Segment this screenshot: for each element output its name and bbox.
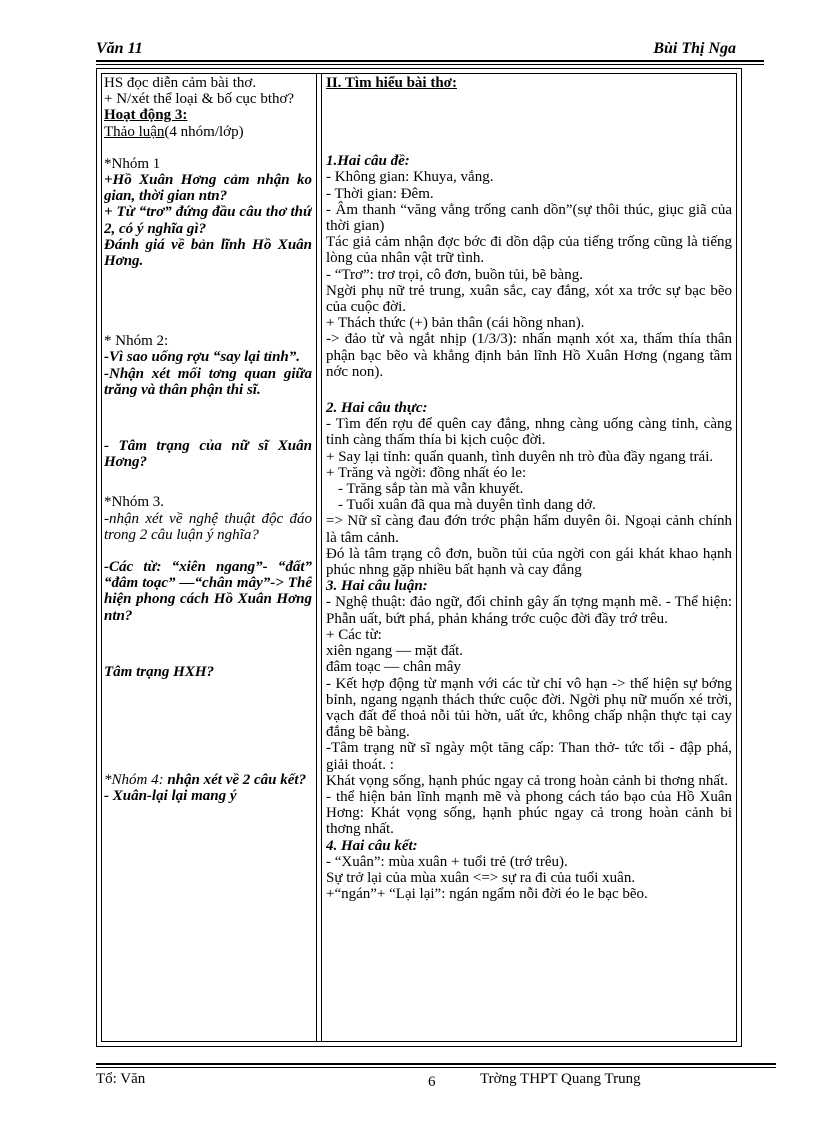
content-line: - Tuổi xuân đã qua mà duyên tình dang dở. bbox=[338, 497, 596, 514]
group-1-question: Đánh giá về bản lĩnh Hồ Xuân Hơng. bbox=[104, 236, 312, 270]
content-line: - Thời gian: Đêm. bbox=[326, 185, 434, 202]
header-rule-thin bbox=[96, 64, 764, 65]
content-line: Ngời phụ nữ trẻ trung, xuân sắc, cay đắng, xót xa trớc sự bạc bẽo của cuộc đời. bbox=[326, 282, 732, 316]
content-line: - thể hiện bản lĩnh mạnh mẽ và phong cách táo bạo của Hồ Xuân Hơng: Khát vọng sống, hạnh phúc ngay cả trong hoàn cảnh bi thơng nhất. bbox=[326, 788, 732, 838]
header-subject: Văn 11 bbox=[96, 40, 143, 57]
column-divider bbox=[316, 73, 322, 1041]
content-line: -Tâm trạng nữ sĩ ngày một tăng cấp: Than thở- tức tối - đập phá, giải thoát. : bbox=[326, 740, 732, 773]
group-3-question: -nhận xét về nghệ thuật độc đáo trong 2 câu luận ý nghĩa? bbox=[104, 510, 312, 543]
content-line: + Say lại tỉnh: quẩn quanh, tình duyên nh trò đùa đầy ngang trái. bbox=[326, 448, 714, 465]
content-line: - Nghệ thuật: đảo ngữ, đối chỉnh gây ấn tợng mạnh mẽ. - Thể hiện: Phẫn uất, bứt phá, phản kháng trớc cuộc đời đầy trớ trêu. bbox=[326, 594, 732, 627]
group-4-question: - Xuân-lại lại mang ý bbox=[104, 788, 237, 805]
content-line: - Âm thanh “văng vẳng trống canh dồn”(sự thôi thúc, giục giã của thời gian) bbox=[326, 201, 732, 235]
footer-rule bbox=[96, 1063, 776, 1065]
activity-heading: Hoạt động 3: bbox=[104, 107, 188, 124]
subsection-heading: 4. Hai câu kết: bbox=[326, 837, 418, 854]
content-line: Khát vọng sống, hạnh phúc ngay cả trong hoàn cảnh bi thơng nhất. bbox=[326, 772, 729, 789]
group-3-question: -Các từ: “xiên ngang”- “đất” “đâm toạc” —“chân mây”-> Thể hiện phong cách Hồ Xuân Hơng ntn? bbox=[104, 559, 312, 624]
content-line: - Kết hợp động từ mạnh với các từ chỉ vô hạn -> thể hiện sự bớng bỉnh, ngang ngạnh thách thức cuộc đời. Ngời phụ nữ muốn xé trời, vạch đất để thoả nỗi tủi hờn, uất ức, không chấp nhận thực tại cay đắng bẽ bàng. bbox=[326, 675, 732, 741]
subsection-heading: 3. Hai câu luận: bbox=[326, 578, 428, 595]
subsection-heading: 1.Hai câu đề: bbox=[326, 153, 410, 170]
content-line: - Tìm đến rợu để quên cay đắng, nhng càng uống càng tỉnh, càng tỉnh càng thấm thía bi kịch cuộc đời. bbox=[326, 416, 732, 449]
content-line: - Trăng sắp tàn mà vẫn khuyết. bbox=[338, 481, 524, 498]
left-line: HS đọc diễn cảm bài thơ. bbox=[104, 75, 257, 91]
group-4-question: *Nhóm 4: nhận xét về 2 câu kết? bbox=[104, 772, 307, 789]
page-number: 6 bbox=[428, 1074, 436, 1090]
group-1-question: +Hồ Xuân Hơng cảm nhận ko gian, thời gian ntn? bbox=[104, 172, 312, 205]
content-line: - “Xuân”: mùa xuân + tuổi trẻ (trớ trêu). bbox=[326, 853, 568, 870]
footer-school: Trờng THPT Quang Trung bbox=[480, 1071, 641, 1087]
group-2-question: -Nhận xét mối tơng quan giữa trăng và thân phận thi sĩ. bbox=[104, 365, 312, 398]
content-line: - Không gian: Khuya, vắng. bbox=[326, 169, 494, 186]
group-2-label: * Nhóm 2: bbox=[104, 333, 169, 350]
subsection-heading: 2. Hai câu thực: bbox=[326, 400, 428, 417]
discussion-label: Thảo luận bbox=[104, 123, 165, 140]
group-3-question: Tâm trạng HXH? bbox=[104, 663, 215, 680]
content-line: + Thách thức (+) bản thân (cái hồng nhan). bbox=[326, 315, 585, 332]
content-line: + Trăng và ngời: đồng nhất éo le: bbox=[326, 464, 527, 481]
group-3-label: *Nhóm 3. bbox=[104, 494, 164, 511]
header-author: Bùi Thị Nga bbox=[653, 40, 736, 57]
group-2-question: - Tâm trạng của nữ sĩ Xuân Hơng? bbox=[104, 438, 312, 471]
content-line: +“ngán”+ “Lại lại”: ngán ngẩm nỗi đời éo le bạc bẽo. bbox=[326, 886, 648, 903]
activities-column bbox=[104, 75, 312, 1039]
content-line: + Các từ: bbox=[326, 626, 382, 643]
group-2-question: -Vì sao uống rợu “say lại tỉnh”. bbox=[104, 349, 301, 366]
left-line: + N/xét thể loại & bố cục bthơ? bbox=[104, 91, 295, 108]
footer-rule-thin bbox=[96, 1067, 776, 1068]
content-line: -> đảo từ và ngắt nhịp (1/3/3): nhấn mạnh xót xa, thấm thía thân phận bạc bẽo và khẳng định bản lĩnh Hồ Xuân Hơng (ngang tầm nớc non). bbox=[326, 331, 732, 380]
content-line: - “Trơ”: trơ trọi, cô đơn, buồn tủi, bẽ bàng. bbox=[326, 266, 583, 283]
group-1-question: + Từ “trơ” đứng đầu câu thơ thứ 2, có ý nghĩa gì? bbox=[104, 204, 312, 237]
header-rule bbox=[96, 60, 764, 62]
discussion-groups: (4 nhóm/lớp) bbox=[164, 123, 244, 140]
content-line: => Nữ sĩ càng đau đớn trớc phận hẩm duyên ôi. Ngoại cảnh chính là tâm cảnh. bbox=[326, 513, 732, 546]
section-heading: II. Tìm hiểu bài thơ: bbox=[326, 75, 457, 91]
group-1-label: *Nhóm 1 bbox=[104, 155, 161, 172]
footer-department: Tổ: Văn bbox=[96, 1071, 146, 1087]
content-line: Đó là tâm trạng cô đơn, buồn tủi của ngời con gái khát khao hạnh phúc nhng gặp nhiều bất hạnh và cay đắng bbox=[326, 545, 732, 579]
left-line bbox=[104, 124, 312, 140]
content-line: Sự trở lại của mùa xuân <=> sự ra đi của tuổi xuân. bbox=[326, 869, 636, 886]
content-line: Tác giả cảm nhận đợc bớc đi dồn dập của tiếng trống cũng là tiếng lòng của nhân vật trữ tình. bbox=[326, 234, 732, 267]
content-line: xiên ngang — mặt đất. bbox=[326, 643, 464, 660]
content-line: đâm toạc — chân mây bbox=[326, 659, 461, 676]
content-column bbox=[326, 75, 732, 1039]
